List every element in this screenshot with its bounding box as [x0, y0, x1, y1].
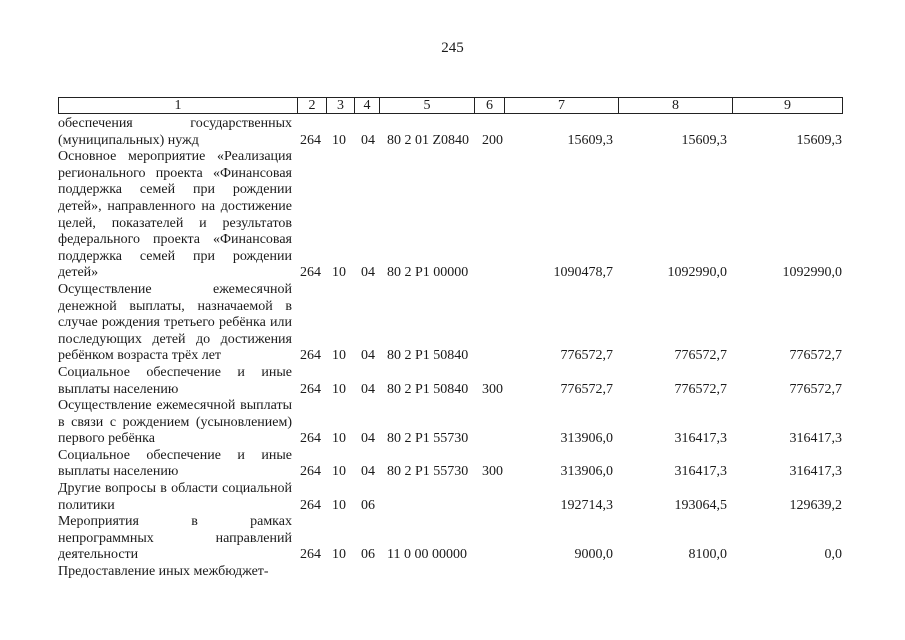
cell-c3: 10 — [332, 547, 346, 563]
cell-c9: 15609,3 — [796, 132, 842, 148]
cell-c5: 80 2 P1 55730 — [387, 464, 469, 480]
page-number: 245 — [441, 40, 464, 56]
cell-c3: 10 — [332, 381, 346, 397]
table-row — [58, 398, 848, 448]
cell-c7: 776572,7 — [560, 381, 613, 397]
cell-c2: 264 — [300, 497, 321, 513]
cell-c8: 15609,3 — [681, 132, 727, 148]
cell-c8: 1092990,0 — [667, 265, 727, 281]
cell-c3: 10 — [332, 431, 346, 447]
row-description: Осуществление ежемесячной выплаты в связи с рождением (усыновлением) первого ребёнка — [58, 398, 292, 447]
cell-c5: 80 2 P1 50840 — [387, 381, 469, 397]
cell-c8: 776572,7 — [674, 381, 727, 397]
cell-c4: 04 — [361, 132, 375, 148]
cell-c4: 04 — [361, 431, 375, 447]
cell-c7: 1090478,7 — [553, 265, 613, 281]
cell-c7: 9000,0 — [574, 547, 613, 563]
cell-c7: 313906,0 — [560, 431, 613, 447]
cell-c2: 264 — [300, 381, 321, 397]
table-row — [58, 481, 848, 514]
cell-c9: 776572,7 — [789, 348, 842, 364]
cell-c7: 192714,3 — [560, 497, 613, 513]
column-header-7: 7 — [505, 98, 619, 113]
cell-c9: 776572,7 — [789, 381, 842, 397]
table-row — [58, 514, 848, 564]
cell-c5: 80 2 01 Z0840 — [387, 132, 470, 148]
cell-c8: 193064,5 — [674, 497, 727, 513]
cell-c4: 04 — [361, 381, 375, 397]
cell-c2: 264 — [300, 265, 321, 281]
table-row — [58, 116, 848, 149]
cell-c4: 06 — [361, 547, 375, 563]
cell-c9: 316417,3 — [789, 464, 842, 480]
cell-c2: 264 — [300, 464, 321, 480]
cell-c7: 313906,0 — [560, 464, 613, 480]
cell-c9: 0,0 — [824, 547, 842, 563]
table-row — [58, 448, 848, 481]
cell-c3: 10 — [332, 132, 346, 148]
cell-c6: 300 — [482, 381, 503, 397]
cell-c2: 264 — [300, 132, 321, 148]
table-row — [58, 282, 848, 365]
cell-c2: 264 — [300, 348, 321, 364]
row-description: Основное мероприятие «Реализация регионального проекта «Финансовая поддержка семей при рождении детей», направленного на достижение целей, показателей и результатов федерального проекта «Финансовая поддержка семей при рождении детей» — [58, 149, 292, 281]
row-description: Социальное обеспечение и иные выплаты населению — [58, 447, 292, 480]
cell-c5: 11 0 00 00000 — [387, 547, 467, 563]
table-row — [58, 365, 848, 398]
cell-c4: 04 — [361, 348, 375, 364]
cell-c7: 776572,7 — [560, 348, 613, 364]
table-body — [58, 115, 848, 581]
column-header-8: 8 — [619, 98, 733, 113]
table-header-row — [58, 97, 843, 114]
column-header-2: 2 — [298, 98, 327, 113]
cell-c3: 10 — [332, 497, 346, 513]
cell-c6: 200 — [482, 132, 503, 148]
column-header-5: 5 — [380, 98, 475, 113]
cell-c2: 264 — [300, 547, 321, 563]
cell-c5: 80 2 P1 55730 — [387, 431, 469, 447]
cell-c9: 316417,3 — [789, 431, 842, 447]
table-row — [58, 564, 848, 581]
cell-c4: 04 — [361, 265, 375, 281]
cell-c8: 8100,0 — [688, 547, 727, 563]
cell-c3: 10 — [332, 265, 346, 281]
cell-c8: 316417,3 — [674, 431, 727, 447]
cell-c7: 15609,3 — [567, 132, 613, 148]
table-row — [58, 149, 848, 282]
cell-c8: 316417,3 — [674, 464, 727, 480]
cell-c3: 10 — [332, 348, 346, 364]
row-description: Мероприятия в рамках непрограммных направлений деятельности — [58, 514, 292, 563]
cell-c5: 80 2 P1 50840 — [387, 348, 469, 364]
column-header-6: 6 — [475, 98, 505, 113]
column-header-1: 1 — [59, 98, 298, 113]
row-description: обеспечения государственных (муниципальных) нужд — [58, 116, 292, 148]
cell-c9: 1092990,0 — [782, 265, 842, 281]
cell-c3: 10 — [332, 464, 346, 480]
cell-c4: 06 — [361, 497, 375, 513]
row-description: Другие вопросы в области социальной политики — [58, 481, 292, 513]
cell-c8: 776572,7 — [674, 348, 727, 364]
row-description: Социальное обеспечение и иные выплаты населению — [58, 364, 292, 397]
row-description: Осуществление ежемесячной денежной выплаты, назначаемой в случае рождения третьего ребёнка или последующих детей до достижения ребёнком возраста трёх лет — [58, 281, 292, 364]
cell-c9: 129639,2 — [789, 497, 842, 513]
cell-c6: 300 — [482, 464, 503, 480]
cell-c2: 264 — [300, 431, 321, 447]
row-description: Предоставление иных межбюджет- — [58, 564, 269, 580]
cell-c5: 80 2 P1 00000 — [387, 265, 469, 281]
column-header-3: 3 — [327, 98, 355, 113]
cell-c4: 04 — [361, 464, 375, 480]
column-header-9: 9 — [784, 98, 791, 113]
column-header-4: 4 — [355, 98, 380, 113]
